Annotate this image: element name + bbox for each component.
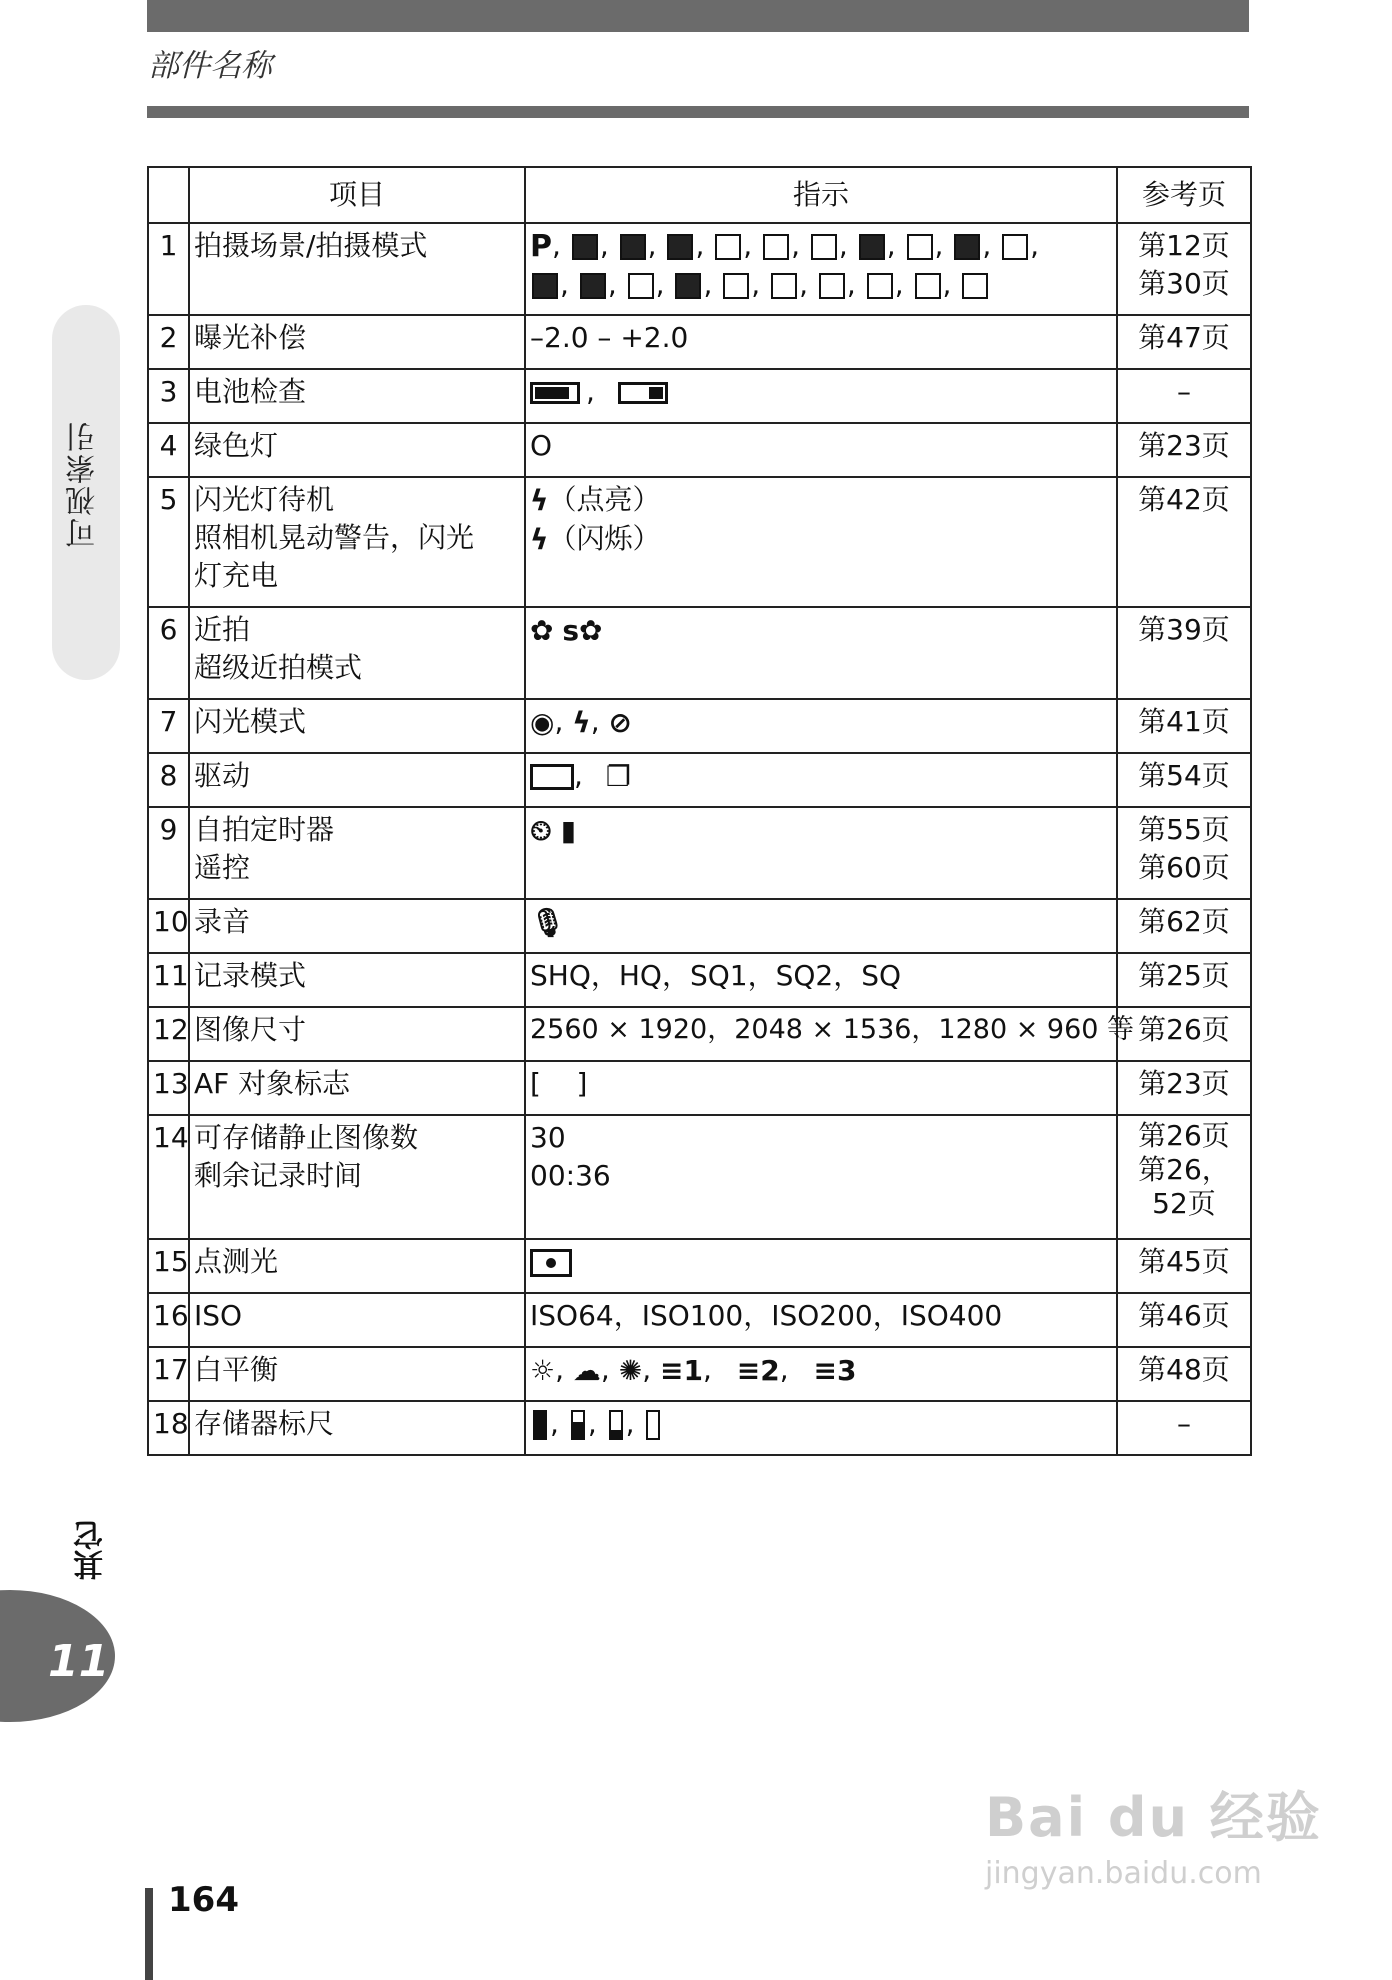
row-indicator: ISO64，ISO100，ISO200，ISO400 — [525, 1293, 1117, 1347]
item-line: 灯充电 — [194, 559, 279, 592]
program-mode-icon: P — [530, 229, 552, 264]
row-item: AF 对象标志 — [189, 1061, 525, 1115]
row-number: 7 — [148, 699, 189, 753]
row-ref: 第45页 — [1117, 1239, 1251, 1293]
row-ref: 第25页 — [1117, 953, 1251, 1007]
row-indicator: , , , — [525, 1401, 1117, 1455]
table-row — [148, 1347, 1251, 1401]
row-ref: 第23页 — [1117, 423, 1251, 477]
row-number: 4 — [148, 423, 189, 477]
table-row — [148, 953, 1251, 1007]
row-ref: 第46页 — [1117, 1293, 1251, 1347]
row-item: 闪光模式 — [189, 699, 525, 753]
row-indicator: ☼, ☁, ✺, ≡1, ≡2, ≡3 — [525, 1347, 1117, 1401]
row-ref: 第41页 — [1117, 699, 1251, 753]
super-macro-icon: s✿ — [562, 614, 603, 647]
row-item: 录音 — [189, 899, 525, 953]
row-number: 8 — [148, 753, 189, 807]
ref-line: 52页 — [1152, 1187, 1216, 1220]
museum-icon — [771, 273, 797, 299]
row-item: 点测光 — [189, 1239, 525, 1293]
ref-line: 第60页 — [1138, 851, 1230, 884]
row-item: 存储器标尺 — [189, 1401, 525, 1455]
wb-tungsten-icon: ✺ — [618, 1354, 643, 1387]
row-number: 3 — [148, 369, 189, 423]
wb-label: 2 — [760, 1354, 780, 1387]
self-portrait-icon — [907, 234, 933, 260]
portrait-icon — [667, 234, 693, 260]
row-number: 13 — [148, 1061, 189, 1115]
row-number: 9 — [148, 807, 189, 899]
flash-off-icon: ⊘ — [608, 706, 633, 739]
table-row — [148, 477, 1251, 607]
memory-gauge-empty-icon — [646, 1410, 660, 1440]
item-line: 超级近拍模式 — [194, 651, 363, 684]
landscape-icon — [572, 234, 598, 260]
wb-label: 3 — [837, 1354, 857, 1387]
wb-fluorescent-3-icon: ≡3 — [813, 1354, 857, 1387]
scene-icons-line2: , , , , , , , , , — [530, 266, 1112, 304]
group-icon — [954, 234, 980, 260]
table-row — [148, 1007, 1251, 1061]
row-indicator — [525, 1239, 1117, 1293]
row-number: 18 — [148, 1401, 189, 1455]
item-line: 自拍定时器 — [194, 813, 335, 846]
table-row — [148, 1115, 1251, 1239]
header-item: 项目 — [189, 167, 525, 223]
documents-icon — [675, 273, 701, 299]
night-scene-icon — [715, 234, 741, 260]
row-indicator: ◉, ϟ, ⊘ — [525, 699, 1117, 753]
ref-line: 第26页 — [1138, 1119, 1230, 1152]
behind-glass-icon — [867, 273, 893, 299]
row-number: 14 — [148, 1115, 189, 1239]
row-item: ISO — [189, 1293, 525, 1347]
row-indicator: O — [525, 423, 1117, 477]
row-indicator: [ ] — [525, 1061, 1117, 1115]
table-row — [148, 1061, 1251, 1115]
wb-cloudy-icon: ☁ — [572, 1354, 601, 1387]
table-row — [148, 753, 1251, 807]
row-ref: 第47页 — [1117, 315, 1251, 369]
table-row — [148, 223, 1251, 315]
battery-low-icon — [618, 382, 668, 404]
row-number: 11 — [148, 953, 189, 1007]
row-ref: – — [1117, 1401, 1251, 1455]
row-ref — [1117, 807, 1251, 899]
table-row — [148, 607, 1251, 699]
backlight-icon — [811, 234, 837, 260]
row-ref: 第26页 — [1117, 1007, 1251, 1061]
indicator-line: 00:36 — [530, 1159, 611, 1192]
top-header-bar — [147, 0, 1249, 32]
row-item: 绿色灯 — [189, 423, 525, 477]
ref-line: 第55页 — [1138, 813, 1230, 846]
row-indicator — [525, 223, 1117, 315]
red-eye-icon: ◉ — [530, 706, 555, 739]
header-ref: 参考页 — [1117, 167, 1251, 223]
row-ref — [1117, 1115, 1251, 1239]
watermark-url: jingyan.baidu.com — [985, 1856, 1262, 1891]
row-indicator: SHQ，HQ，SQ1，SQ2，SQ — [525, 953, 1117, 1007]
wb-label: 1 — [683, 1354, 703, 1387]
page-number-bar — [145, 1888, 153, 1980]
sunset-icon — [1002, 234, 1028, 260]
scene-icons-line1: P, , , , , , , , , , , — [530, 229, 1040, 264]
sport-icon — [763, 234, 789, 260]
row-item — [189, 1115, 525, 1239]
side-tab-label: 可视索引 — [66, 420, 101, 548]
item-line: 闪光灯待机 — [194, 483, 335, 516]
row-ref: 第42页 — [1117, 477, 1251, 607]
wb-fluorescent-2-icon: ≡2 — [736, 1354, 780, 1387]
indicator-text: （点亮） — [548, 483, 661, 516]
row-number: 10 — [148, 899, 189, 953]
header-num — [148, 167, 189, 223]
row-item: 图像尺寸 — [189, 1007, 525, 1061]
row-ref: 第62页 — [1117, 899, 1251, 953]
table-row — [148, 1239, 1251, 1293]
table-row — [148, 1293, 1251, 1347]
row-item: 白平衡 — [189, 1347, 525, 1401]
table-row — [148, 1401, 1251, 1455]
header-indicator: 指示 — [525, 167, 1117, 223]
item-line: 拍摄场景/拍摄模式 — [194, 229, 428, 262]
row-ref: 第48页 — [1117, 1347, 1251, 1401]
row-indicator: , — [525, 369, 1117, 423]
table-row — [148, 315, 1251, 369]
table-header-row — [148, 167, 1251, 223]
flash-icon: ϟ — [572, 706, 591, 739]
row-number: 5 — [148, 477, 189, 607]
indicator-line — [530, 481, 1112, 520]
row-item: 电池检查 — [189, 369, 525, 423]
row-ref: – — [1117, 369, 1251, 423]
indicator-line: 30 — [530, 1121, 566, 1154]
item-line: 照相机晃动警告，闪光 — [194, 521, 475, 554]
table-row — [148, 423, 1251, 477]
ref-line: 第26， — [1138, 1153, 1230, 1186]
flash-icon: ϟ — [530, 484, 549, 517]
page-number: 164 — [168, 1880, 239, 1920]
row-number: 2 — [148, 315, 189, 369]
ref-line: 第12页 — [1138, 229, 1230, 262]
row-item — [189, 223, 525, 315]
row-indicator — [525, 477, 1117, 607]
item-line: 剩余记录时间 — [194, 1159, 363, 1192]
row-number: 12 — [148, 1007, 189, 1061]
parts-table — [147, 166, 1252, 1456]
row-indicator: , ❐ — [525, 753, 1117, 807]
shop-icon — [819, 273, 845, 299]
indicator-line — [530, 520, 1112, 559]
row-number: 1 — [148, 223, 189, 315]
two-in-one-1-icon — [915, 273, 941, 299]
microphone-icon: 🎙 — [530, 906, 566, 939]
row-indicator — [525, 899, 1117, 953]
table-row — [148, 807, 1251, 899]
row-item: 驱动 — [189, 753, 525, 807]
remote-control-icon: ▮ — [560, 814, 577, 847]
ref-line: 第30页 — [1138, 267, 1230, 300]
indicator-text: （闪烁） — [548, 522, 661, 555]
landscape-portrait-icon — [620, 234, 646, 260]
flash-icon: ϟ — [530, 523, 549, 556]
candle-icon — [723, 273, 749, 299]
item-line: 可存储静止图像数 — [194, 1121, 419, 1154]
item-line: 遥控 — [194, 851, 251, 884]
night-portrait-icon — [580, 273, 606, 299]
memory-gauge-full-icon — [533, 1410, 547, 1440]
sequential-icon: ❐ — [605, 760, 631, 793]
section-title: 部件名称 — [148, 48, 272, 84]
item-line: 近拍 — [194, 613, 251, 646]
chapter-label: 其它 — [74, 1520, 109, 1580]
table-row — [148, 899, 1251, 953]
watermark-logo: Bai du 经验 — [985, 1786, 1322, 1849]
row-number: 15 — [148, 1239, 189, 1293]
chapter-number: 11 — [48, 1636, 110, 1687]
row-ref: 第39页 — [1117, 607, 1251, 699]
row-indicator — [525, 1115, 1117, 1239]
self-timer-icon: ⏲ — [530, 814, 552, 847]
macro-icon: ✿ — [530, 614, 554, 647]
single-frame-icon — [530, 764, 574, 790]
row-item: 曝光补偿 — [189, 315, 525, 369]
two-in-one-2-icon — [962, 273, 988, 299]
table-row — [148, 699, 1251, 753]
battery-full-icon — [530, 382, 580, 404]
row-item — [189, 477, 525, 607]
row-number: 6 — [148, 607, 189, 699]
cuisine-icon — [628, 273, 654, 299]
table-row — [148, 369, 1251, 423]
memory-gauge-half-icon — [571, 1410, 585, 1440]
row-indicator — [525, 807, 1117, 899]
wb-fluorescent-1-icon: ≡1 — [660, 1354, 703, 1387]
beach-snow-icon — [859, 234, 885, 260]
fireworks-icon — [532, 273, 558, 299]
header-divider-bar — [147, 106, 1249, 118]
row-item — [189, 807, 525, 899]
row-ref: 第54页 — [1117, 753, 1251, 807]
row-item — [189, 607, 525, 699]
wb-sunny-icon: ☼ — [530, 1354, 556, 1387]
memory-gauge-low-icon — [609, 1410, 623, 1440]
watermark — [985, 1775, 1322, 1891]
row-indicator: 2560 × 1920，2048 × 1536，1280 × 960 等 — [525, 1007, 1117, 1061]
spot-metering-icon — [530, 1249, 572, 1277]
row-indicator: –2.0 – +2.0 — [525, 315, 1117, 369]
row-indicator — [525, 607, 1117, 699]
row-number: 17 — [148, 1347, 189, 1401]
row-ref: 第23页 — [1117, 1061, 1251, 1115]
row-ref — [1117, 223, 1251, 315]
row-item: 记录模式 — [189, 953, 525, 1007]
row-number: 16 — [148, 1293, 189, 1347]
